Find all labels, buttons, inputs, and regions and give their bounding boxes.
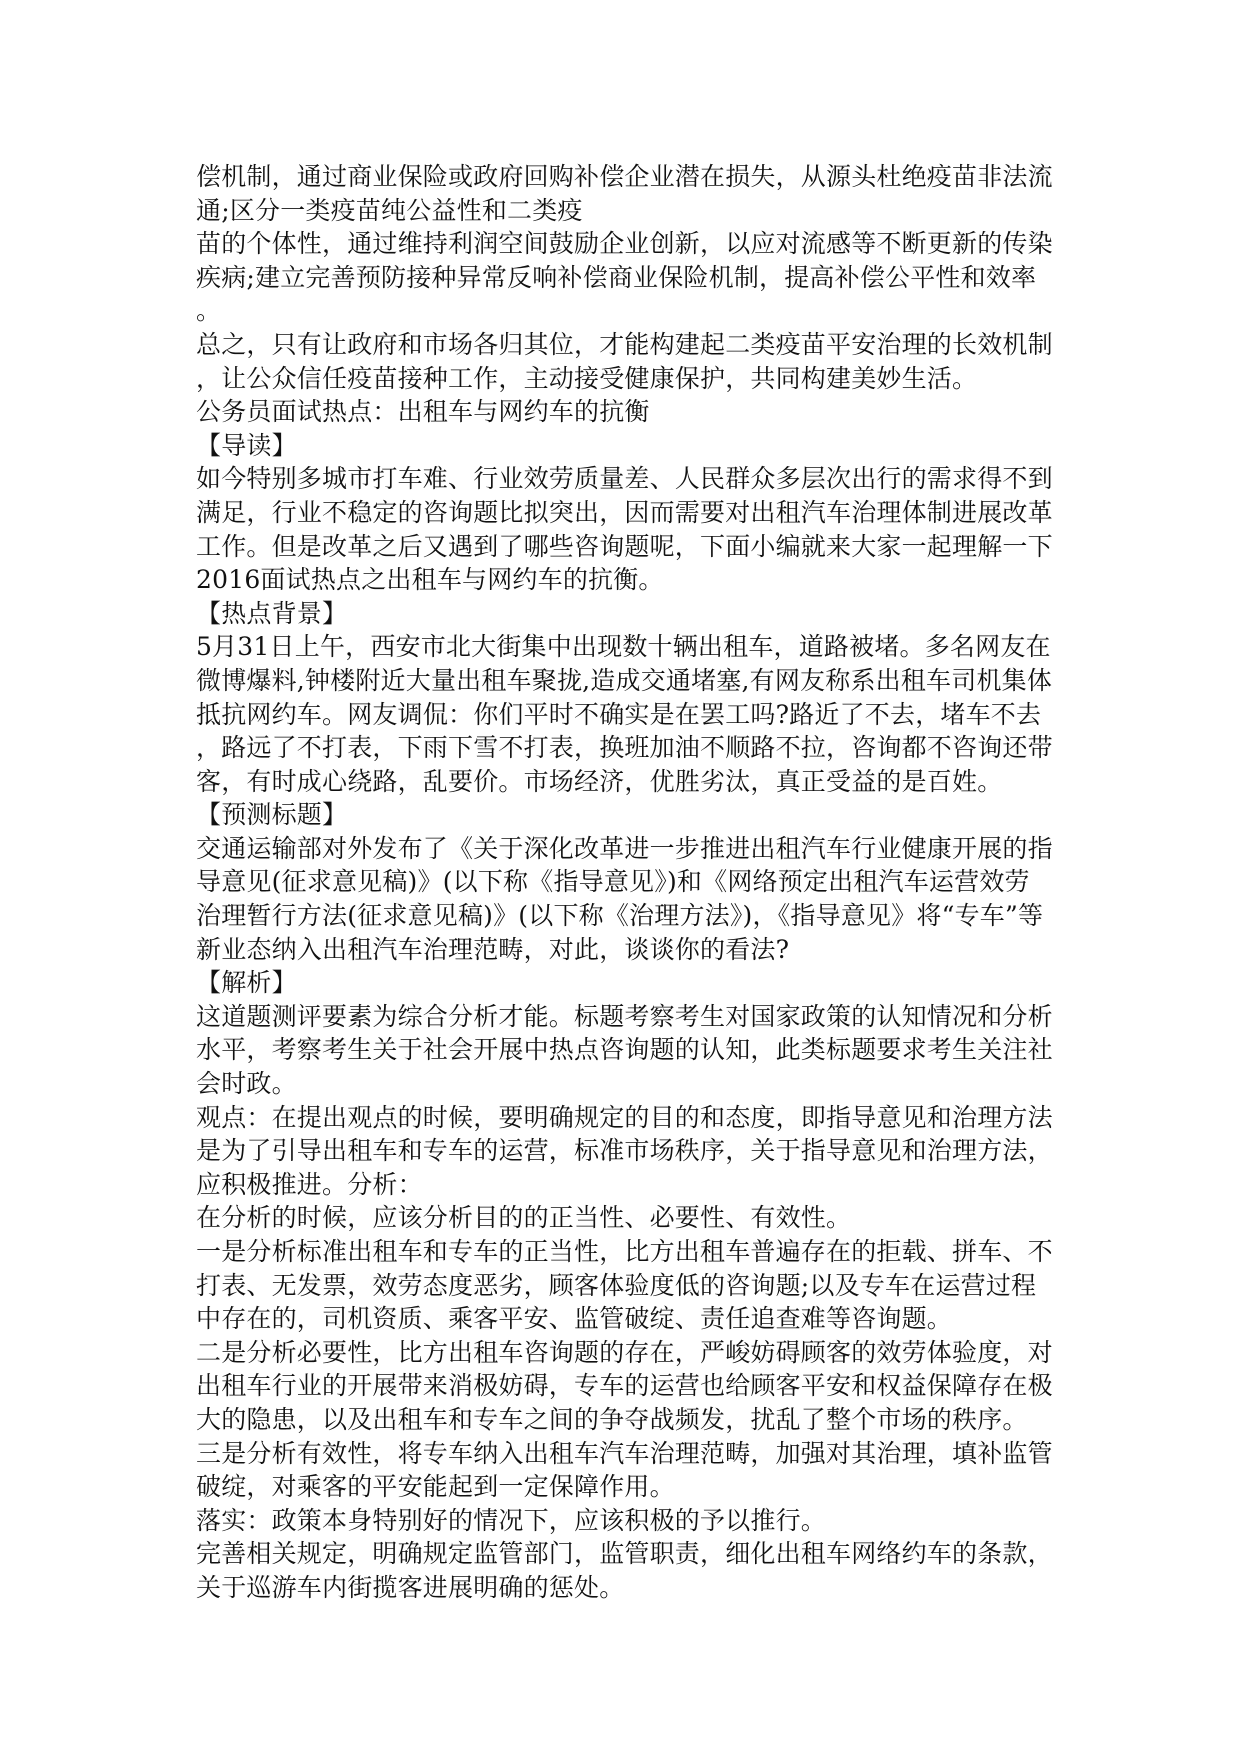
document-page [196, 160, 1052, 1605]
text-line: 总之，只有让政府和市场各归其位，才能构建起二类疫苗平安治理的长效机制 [196, 329, 1053, 359]
text-line: 如今特别多城市打车难、行业效劳质量差、人民群众多层次出行的需求得不到 [196, 464, 1053, 494]
text-line: 中存在的，司机资质、乘客平安、监管破绽、责任追查难等咨询题。 [196, 1304, 953, 1334]
text-line: 关于巡游车内街揽客进展明确的惩处。 [196, 1572, 625, 1602]
text-line: 完善相关规定，明确规定监管部门，监管职责，细化出租车网络约车的条款， [196, 1539, 1053, 1569]
text-line: 偿机制，通过商业保险或政府回购补偿企业潜在损失，从源头杜绝疫苗非法流 [196, 162, 1053, 191]
text-line: 会时政。 [196, 1069, 297, 1099]
text-line: 抵抗网约车。网友调侃：你们平时不确实是在罢工吗?路近了不去，堵车不去 [196, 699, 1042, 729]
section-title: 公务员面试热点：出租车与网约车的抗衡 [196, 397, 650, 427]
text-line: 通;区分一类疫苗纯公益性和二类疫 [196, 195, 583, 225]
text-line: 二是分析必要性，比方出租车咨询题的存在，严峻妨碍顾客的效劳体验度，对 [196, 1337, 1053, 1367]
text-line: 是为了引导出租车和专车的运营，标准市场秩序，关于指导意见和治理方法， [196, 1136, 1053, 1166]
section-heading-background: 【热点背景】 [196, 598, 348, 628]
text-line: 微博爆料,钟楼附近大量出租车聚拢,造成交通堵塞,有网友称系出租车司机集体 [196, 665, 1053, 695]
text-line: 新业态纳入出租汽车治理范畴，对此，谈谈你的看法? [196, 934, 790, 964]
text-line: 观点：在提出观点的时候，要明确规定的目的和态度，即指导意见和治理方法 [196, 1102, 1053, 1132]
text-line: 交通运输部对外发布了《关于深化改革进一步推进出租汽车行业健康开展的指 [196, 833, 1053, 863]
section-heading-intro: 【导读】 [196, 430, 297, 460]
text-line: 三是分析有效性，将专车纳入出租车汽车治理范畴，加强对其治理，填补监管 [196, 1438, 1053, 1468]
section-heading-analysis: 【解析】 [196, 968, 297, 998]
text-line: 破绽，对乘客的平安能起到一定保障作用。 [196, 1472, 675, 1502]
text-line: 疾病;建立完善预防接种异常反响补偿商业保险机制，提高补偿公平性和效率 [196, 262, 1037, 292]
text-line: 工作。但是改革之后又遇到了哪些咨询题呢，下面小编就来大家一起理解一下 [196, 531, 1053, 561]
text-line: 治理暂行方法(征求意见稿)》(以下称《治理方法》)，《指导意见》将“专车”等 [196, 901, 1044, 931]
text-line: 应积极推进。分析： [196, 1169, 423, 1199]
text-line: 客，有时成心绕路，乱要价。市场经济，优胜劣汰，真正受益的是百姓。 [196, 766, 1003, 796]
text-line: ，让公众信任疫苗接种工作，主动接受健康保护，共同构建美妙生活。 [196, 363, 978, 393]
text-line: 出租车行业的开展带来消极妨碍，专车的运营也给顾客平安和权益保障存在极 [196, 1371, 1053, 1401]
text-line: 苗的个体性，通过维持利润空间鼓励企业创新，以应对流感等不断更新的传染 [196, 229, 1053, 259]
text-line: 打表、无发票，效劳态度恶劣，顾客体验度低的咨询题;以及专车在运营过程 [196, 1270, 1037, 1300]
text-line: 大的隐患，以及出租车和专车之间的争夺战频发，扰乱了整个市场的秩序。 [196, 1404, 1028, 1434]
text-line: 落实：政策本身特别好的情况下，应该积极的予以推行。 [196, 1505, 827, 1535]
text-line: 水平，考察考生关于社会开展中热点咨询题的认知，此类标题要求考生关注社 [196, 1035, 1053, 1065]
text-line: 一是分析标准出租车和专车的正当性，比方出租车普遍存在的拒载、拼车、不 [196, 1237, 1053, 1266]
text-line: 在分析的时候，应该分析目的的正当性、必要性、有效性。 [196, 1203, 852, 1233]
text-line: 5月31日上午，西安市北大街集中出现数十辆出租车，道路被堵。多名网友在 [196, 632, 1051, 662]
text-line: ，路远了不打表，下雨下雪不打表，换班加油不顺路不拉，咨询都不咨询还带 [196, 733, 1053, 763]
text-line: 导意见(征求意见稿)》(以下称《指导意见》)和《网络预定出租汽车运营效劳 [196, 867, 1030, 897]
text-line: 。 [196, 296, 222, 326]
text-line: 这道题测评要素为综合分析才能。标题考察考生对国家政策的认知情况和分析 [196, 1001, 1053, 1031]
text-line: 2016面试热点之出租车与网约车的抗衡。 [196, 565, 664, 595]
section-heading-prediction: 【预测标题】 [196, 800, 348, 830]
text-line: 满足，行业不稳定的咨询题比拟突出，因而需要对出租汽车治理体制进展改革 [196, 497, 1053, 527]
